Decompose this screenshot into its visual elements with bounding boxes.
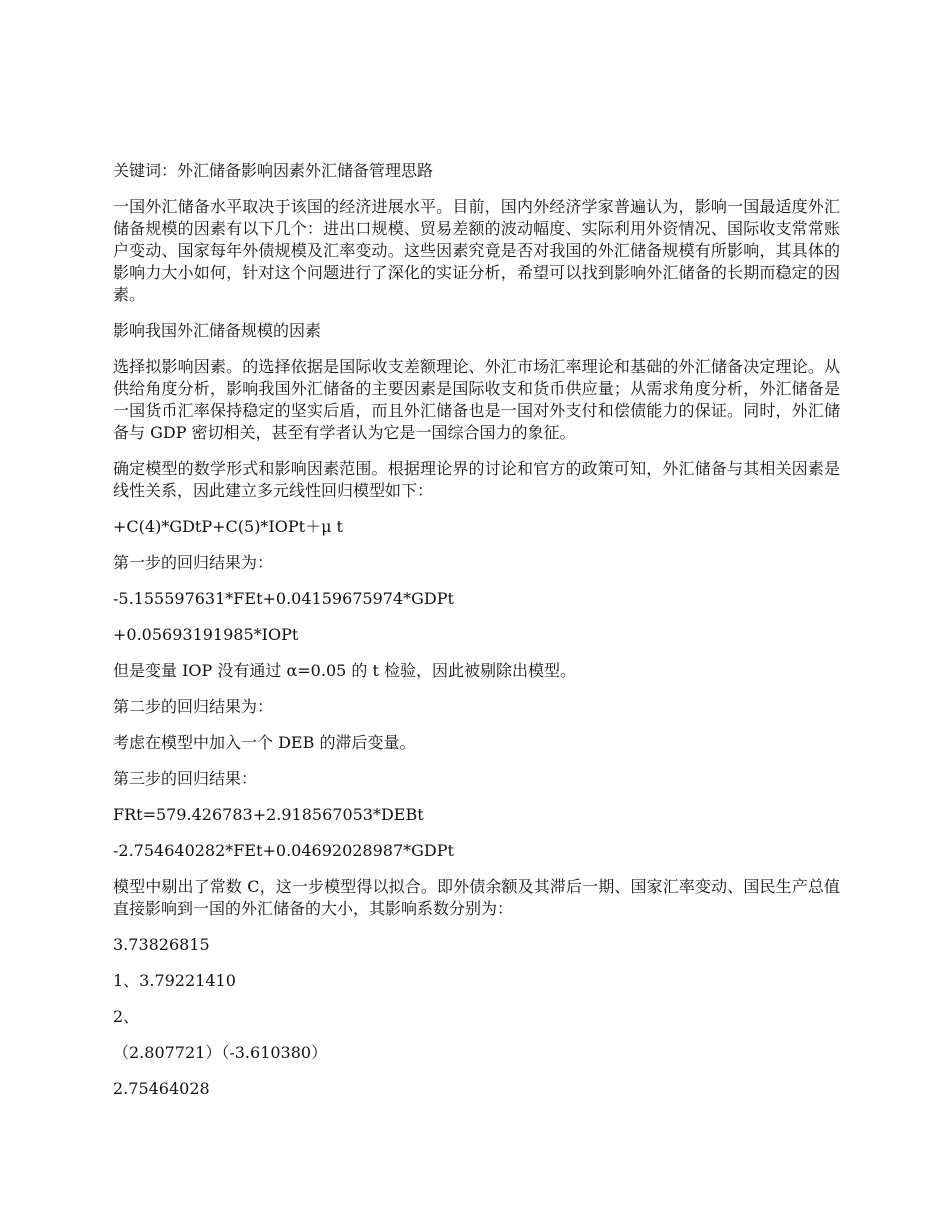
keywords-line: 关键词：外汇储备影响因素外汇储备管理思路 <box>113 161 434 180</box>
conclusion-paragraph: 模型中剔出了常数 C，这一步模型得以拟合。即外债余额及其滞后一期、国家汇率变动、国民生产总值直接影响到一国的外汇储备的大小，其影响系数分别为： <box>113 877 840 918</box>
document-page <box>113 160 840 1114</box>
section-heading: 影响我国外汇储备规模的因素 <box>113 321 322 340</box>
iop-removed-note: 但是变量 IOP 没有通过 α=0.05 的 t 检验，因此被剔除出模型。 <box>113 661 576 680</box>
step-three-formula-line-1: FRt=579.426783+2.918567053*DEBt <box>113 805 424 824</box>
coefficient-value-2: 1、3.79221410 <box>113 971 236 990</box>
step-one-formula-line-1: -5.155597631*FEt+0.04159675974*GDPt <box>113 589 454 608</box>
step-three-formula-line-2: -2.754640282*FEt+0.04692028987*GDPt <box>113 841 454 860</box>
lag-variable-note: 考虑在模型中加入一个 DEB 的滞后变量。 <box>113 733 416 752</box>
coefficient-value-1: 3.73826815 <box>113 935 210 954</box>
step-two-label: 第二步的回归结果为： <box>113 697 274 716</box>
step-one-label: 第一步的回归结果为： <box>113 553 274 572</box>
model-formula: +C(4)*GDtP+C(5)*IOPt＋μ t <box>113 517 343 536</box>
model-paragraph: 确定模型的数学形式和影响因素范围。根据理论界的讨论和官方的政策可知，外汇储备与其相关因素是线性关系，因此建立多元线性回归模型如下： <box>113 459 840 500</box>
t-statistics: （2.807721）（-3.610380） <box>113 1043 328 1062</box>
factors-paragraph: 选择拟影响因素。的选择依据是国际收支差额理论、外汇市场汇率理论和基础的外汇储备决定理论。从供给角度分析，影响我国外汇储备的主要因素是国际收支和货币供应量；从需求角度分析，外汇储备是一国货币汇率保持稳定的坚实后盾，而且外汇储备也是一国对外支付和偿债能力的保证。同时，外汇储备与 GDP 密切相关，甚至有学者认为它是一国综合国力的象征。 <box>113 357 840 442</box>
intro-paragraph: 一国外汇储备水平取决于该国的经济进展水平。目前，国内外经济学家普遍认为，影响一国最适度外汇储备规模的因素有以下几个：进出口规模、贸易差额的波动幅度、实际利用外资情况、国际收支常常账户变动、国家每年外债规模及汇率变动。这些因素究竟是否对我国的外汇储备规模有所影响，其具体的影响力大小如何，针对这个问题进行了深化的实证分析，希望可以找到影响外汇储备的长期而稳定的因素。 <box>113 197 840 304</box>
step-one-formula-line-2: +0.05693191985*IOPt <box>113 625 299 644</box>
coefficient-value-3: 2.75464028 <box>113 1079 210 1098</box>
coefficient-index-2: 2、 <box>113 1007 140 1026</box>
step-three-label: 第三步的回归结果： <box>113 769 258 788</box>
